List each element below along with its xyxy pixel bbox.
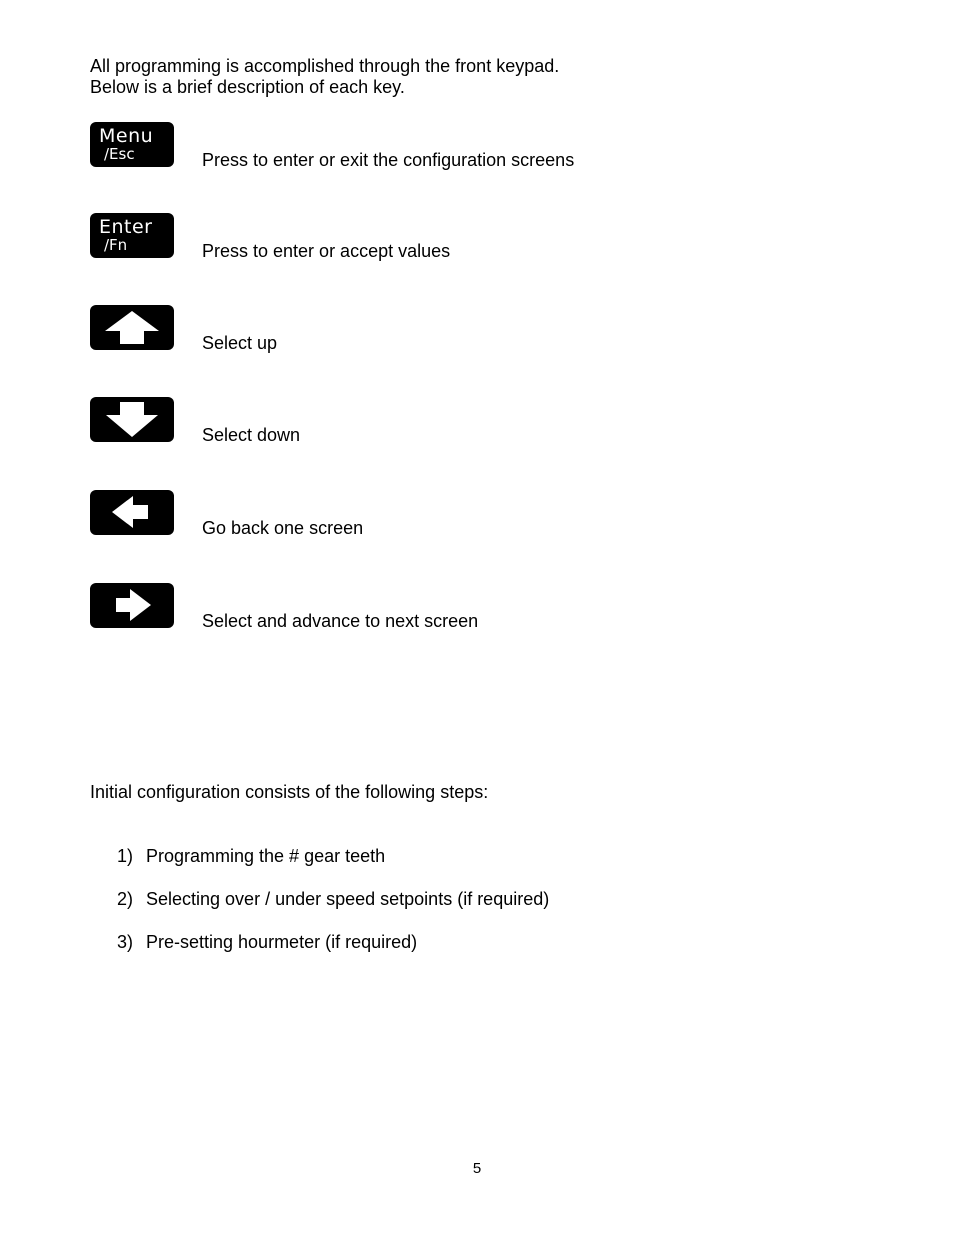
arrow-down-icon — [90, 397, 174, 442]
right-description: Select and advance to next screen — [202, 611, 479, 631]
arrow-left-icon — [90, 490, 174, 535]
arrow-right-icon — [90, 583, 174, 628]
step-number: 1) — [117, 846, 134, 866]
arrow-up-icon — [90, 305, 174, 350]
key-row-down — [90, 397, 790, 457]
enter-fn-key[interactable] — [90, 213, 174, 258]
menu-key-label: Menu — [99, 125, 154, 147]
list-item — [117, 846, 385, 867]
fn-key-label: /Fn — [104, 236, 128, 254]
step-text: Programming the # gear teeth — [146, 846, 386, 866]
menu-esc-key[interactable] — [90, 122, 174, 167]
up-description: Select up — [202, 333, 278, 353]
key-row-menu-esc — [90, 122, 790, 182]
left-key[interactable] — [90, 490, 174, 535]
menu-esc-description: Press to enter or exit the configuration screens — [202, 150, 575, 170]
step-number: 2) — [117, 889, 134, 909]
up-key[interactable] — [90, 305, 174, 350]
intro-paragraph — [90, 56, 559, 98]
intro-line-2: Below is a brief description of each key. — [90, 77, 405, 97]
step-text: Selecting over / under speed setpoints (if required) — [146, 889, 550, 909]
configuration-intro: Initial configuration consists of the following steps: — [90, 782, 489, 802]
key-row-enter-fn — [90, 213, 790, 273]
right-key[interactable] — [90, 583, 174, 628]
list-item — [117, 889, 549, 910]
down-description: Select down — [202, 425, 301, 445]
key-row-right — [90, 583, 790, 643]
key-row-up — [90, 305, 790, 365]
page-number: 5 — [472, 1160, 482, 1177]
key-row-left — [90, 490, 790, 550]
enter-key-label: Enter — [99, 216, 153, 238]
list-item — [117, 932, 417, 953]
intro-line-1: All programming is accomplished through the front keypad. — [90, 56, 560, 76]
down-key[interactable] — [90, 397, 174, 442]
step-number: 3) — [117, 932, 134, 952]
enter-fn-description: Press to enter or accept values — [202, 241, 451, 261]
left-description: Go back one screen — [202, 518, 364, 538]
esc-key-label: /Esc — [104, 145, 135, 163]
step-text: Pre-setting hourmeter (if required) — [146, 932, 418, 952]
